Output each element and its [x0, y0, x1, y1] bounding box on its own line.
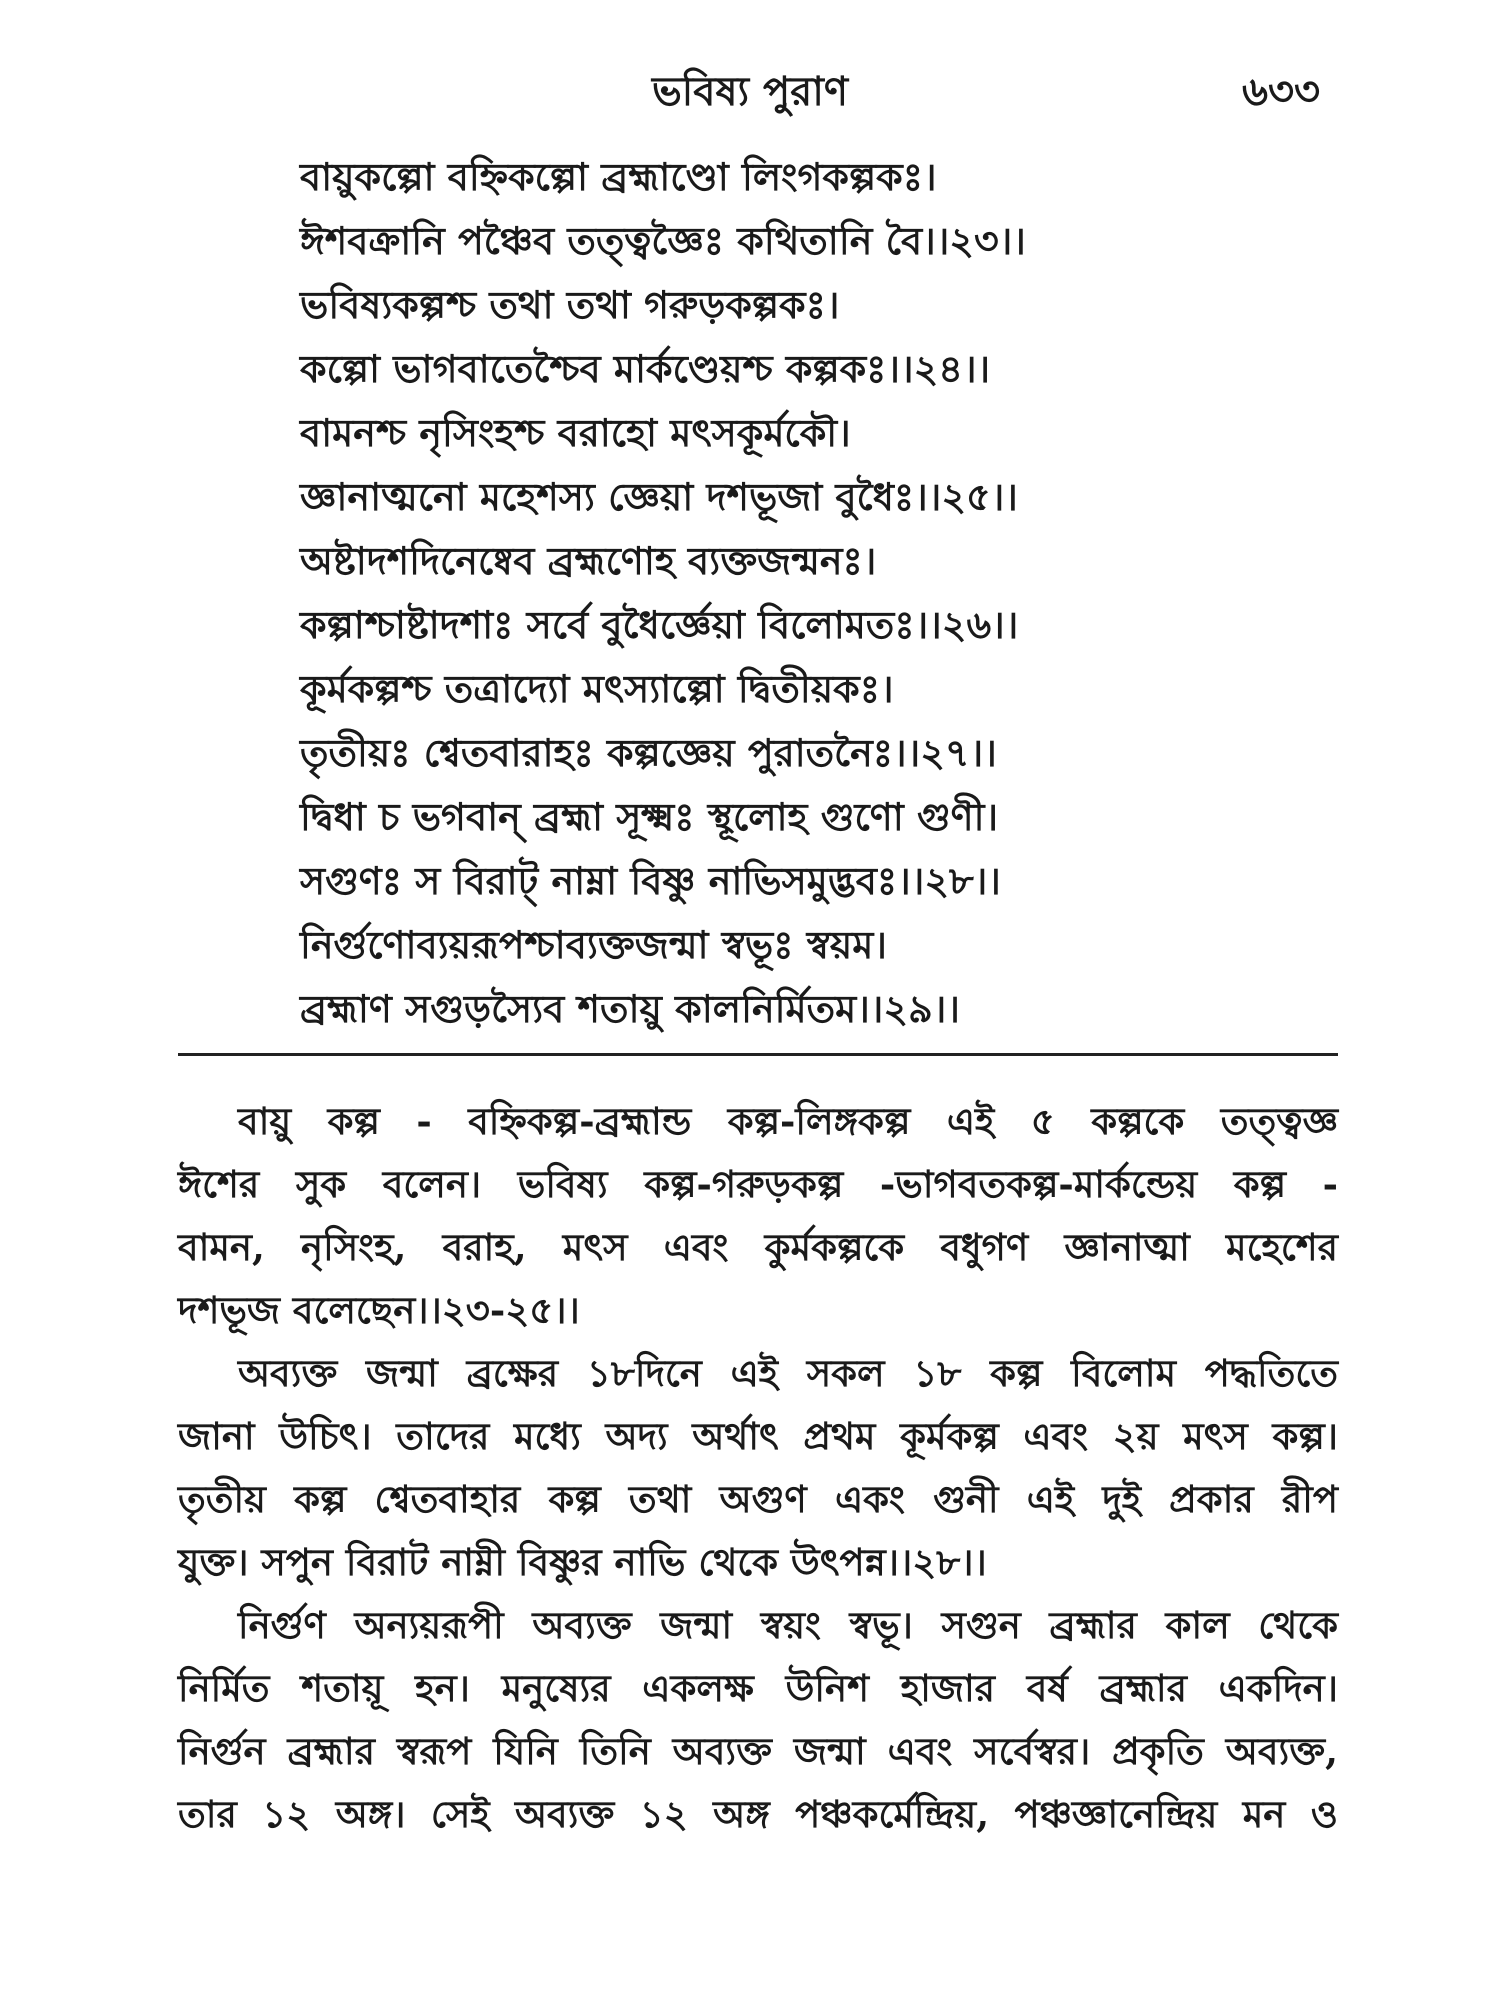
verse-line: বায়ুকল্পো বহ্নিকল্পো ব্রহ্মাণ্ডো লিংগকল্পকঃ। — [300, 154, 937, 199]
verse-line: সগুণঃ স বিরাট্ নাম্না বিষ্ণু নাভিসমুদ্ভবঃ।।২৮।। — [300, 858, 1001, 903]
verse-line: ঈশবক্রানি পঞ্চৈব তত্ত্বজ্ঞৈঃ কথিতানি বৈ।।২৩।। — [300, 218, 1026, 263]
commentary-line: বায়ু কল্প - বহ্নিকল্প-ব্রহ্মান্ড কল্প-লিঙ্গকল্প এই ৫ কল্পকে তত্ত্বজ্ঞ — [238, 1099, 1338, 1143]
section-divider — [178, 1053, 1338, 1056]
bengali-commentary — [178, 1090, 1338, 1846]
commentary-line: অব্যক্ত জন্মা ব্রক্ষের ১৮দিনে এই সকল ১৮ কল্প বিলোম পদ্ধতিতে — [238, 1351, 1338, 1395]
commentary-line: জানা উচিৎ। তাদের মধ্যে অদ্য অর্থাৎ প্রথম কূর্মকল্প এবং ২য় মৎস কল্প। — [178, 1414, 1338, 1458]
verse-line: অষ্টাদশদিনেষ্বেব ব্রহ্মণোহ ব্যক্তজন্মনঃ। — [300, 538, 877, 583]
verse-line: জ্ঞানাত্মনো মহেশস্য জ্ঞেয়া দশভূজা বুধৈঃ।।২৫।। — [300, 474, 1018, 519]
commentary-line: নির্গুণ অন্যয়রূপী অব্যক্ত জন্মা স্বয়ং স্বভূ। সগুন ব্রহ্মার কাল থেকে — [238, 1603, 1338, 1647]
verse-line: কল্পো ভাগবাতেশ্চৈব মার্কণ্ডেয়শ্চ কল্পকঃ।।২৪।। — [300, 346, 991, 391]
commentary-line: দশভূজ বলেছেন।।২৩-২৫।। — [178, 1288, 580, 1332]
commentary-line: যুক্ত। সপুন বিরাট নাম্নী বিষ্ণুর নাভি থেকে উৎপন্ন।।২৮।। — [178, 1540, 987, 1584]
page-header-title: ভবিষ্য পুরাণ — [651, 68, 849, 115]
commentary-line: নির্মিত শতায়ূ হন। মনুষ্যের একলক্ষ উনিশ হাজার বর্ষ ব্রহ্মার একদিন। — [178, 1666, 1338, 1710]
verse-line: বামনশ্চ নৃসিংহশ্চ বরাহো মৎসকূর্মকৌ। — [300, 410, 851, 455]
commentary-line: বামন, নৃসিংহ, বরাহ, মৎস এবং কুর্মকল্পকে বধুগণ জ্ঞানাত্মা মহেশের — [178, 1225, 1338, 1269]
running-head — [0, 60, 1500, 120]
commentary-line: নির্গুন ব্রহ্মার স্বরূপ যিনি তিনি অব্যক্ত জন্মা এবং সর্বেস্বর। প্রকৃতি অব্যক্ত, — [178, 1729, 1338, 1773]
verse-line: কূর্মকল্পশ্চ তত্রাদ্যো মৎস্যাল্পো দ্বিতীয়কঃ। — [300, 666, 894, 711]
commentary-line: তৃতীয় কল্প শ্বেতবাহার কল্প তথা অগুণ একং গুনী এই দুই প্রকার রীপ — [178, 1477, 1338, 1521]
verse-line: ভবিষ্যকল্পশ্চ তথা তথা গরুড়কল্পকঃ। — [300, 282, 840, 327]
commentary-line: তার ১২ অঙ্গ। সেই অব্যক্ত ১২ অঙ্গ পঞ্চকর্মেন্দ্রিয়, পঞ্চজ্ঞানেন্দ্রিয় মন ও — [178, 1792, 1338, 1836]
sanskrit-verses — [300, 145, 1350, 1041]
verse-line: কল্পাশ্চাষ্টাদশাঃ সর্বে বুধৈর্জ্ঞেয়া বিলোমতঃ।।২৬।। — [300, 602, 1019, 647]
page-number: ৬৩৩ — [1241, 68, 1320, 115]
verse-line: নির্গুণোব্যয়রূপশ্চাব্যক্তজন্মা স্বভূঃ স্বয়ম। — [300, 922, 887, 967]
verse-line: দ্বিধা চ ভগবান্ ব্রহ্মা সূক্ষ্মঃ স্থূলোহ গুণো গুণী। — [300, 794, 999, 839]
commentary-line: ঈশের সুক বলেন। ভবিষ্য কল্প-গরুড়কল্প -ভাগবতকল্প-মার্কন্ডেয় কল্প - — [178, 1162, 1338, 1206]
verse-line: ব্রহ্মাণ সগুড়স্যৈব শতায়ু কালনির্মিতম।।২৯।। — [300, 986, 960, 1031]
verse-line: তৃতীয়ঃ শ্বেতবারাহঃ কল্পজ্ঞেয় পুরাতনৈঃ।।২৭।। — [300, 730, 997, 775]
